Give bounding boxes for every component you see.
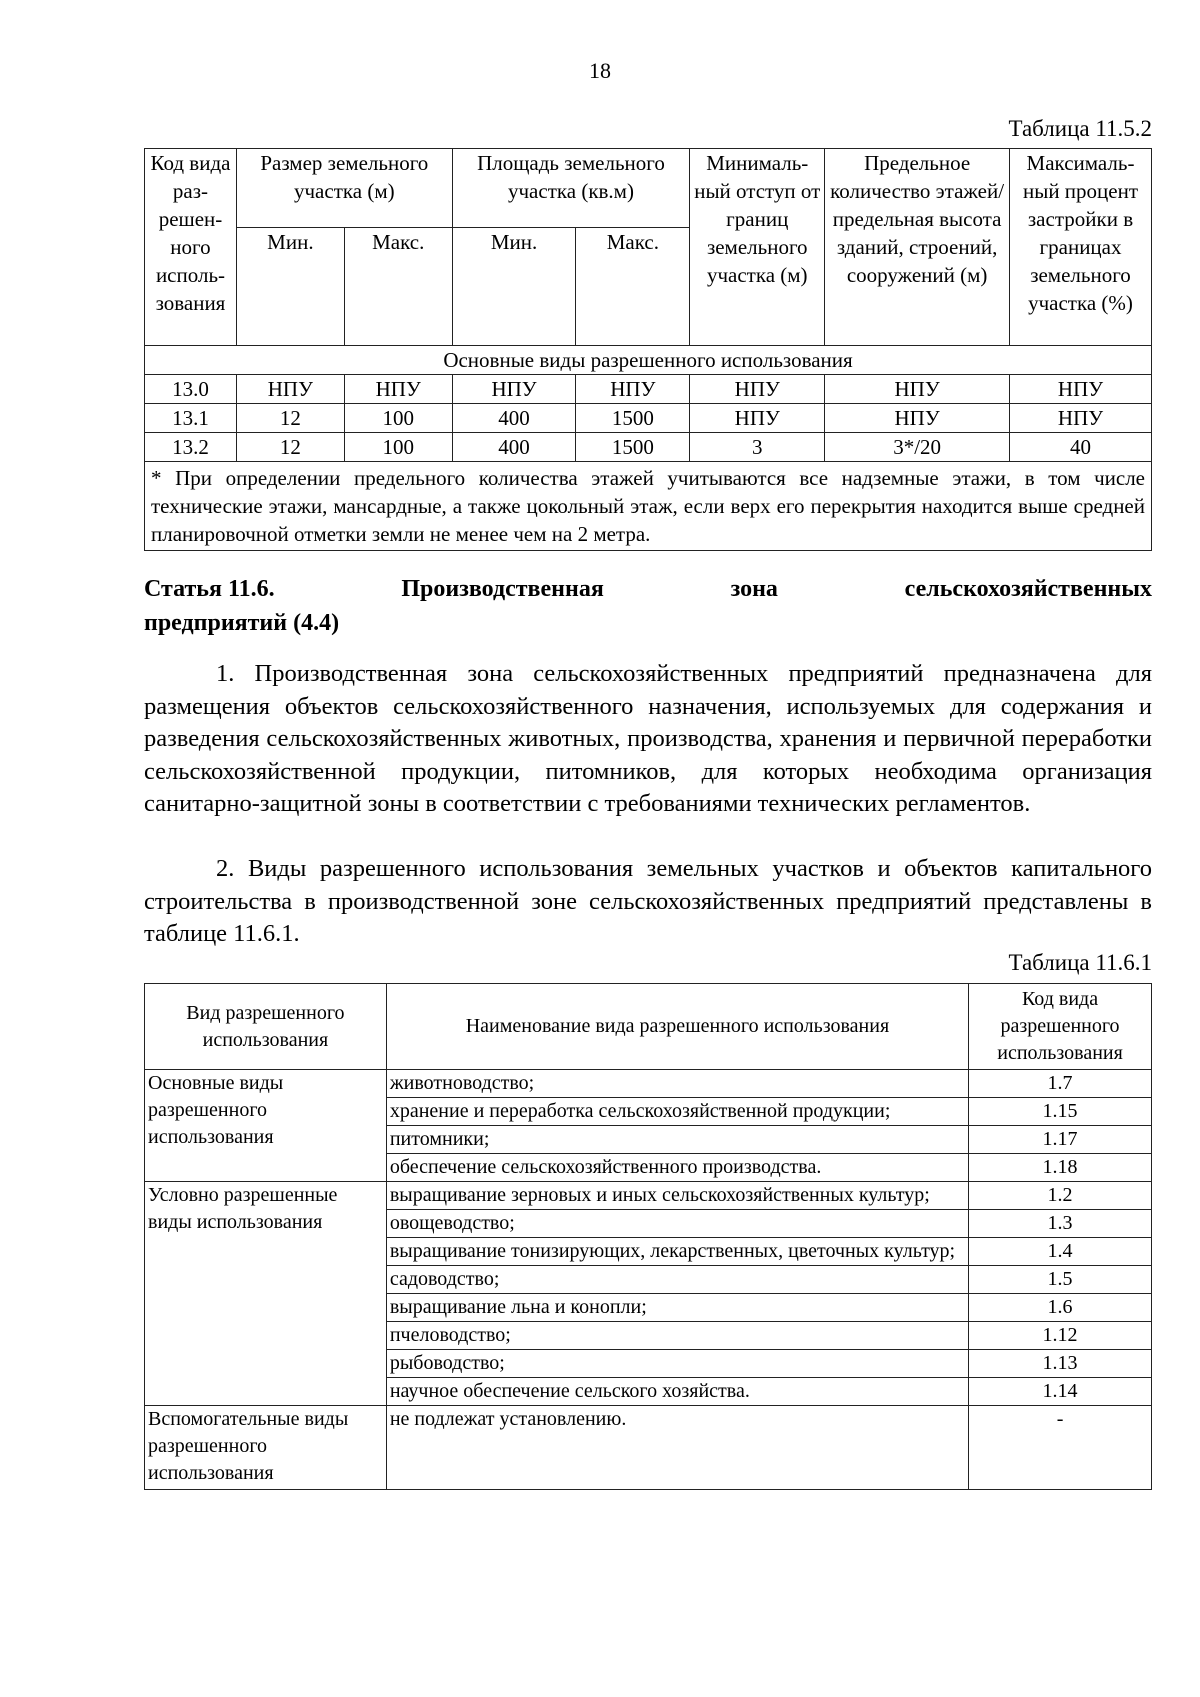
item-name: научное обеспечение сельского хозяйства. [386,1378,968,1406]
item-code: 1.12 [969,1322,1152,1350]
cell: 13.0 [145,375,237,404]
item-name: обеспечение сельскохозяйственного производства. [386,1154,968,1182]
section-title: Основные виды разрешенного использования [145,346,1152,375]
table-11-5-2 [144,148,1152,551]
cell: НПУ [825,404,1010,433]
header-plot-size: Размер земельного участка (м) [236,149,452,228]
header-setback: Минималь- ный отступ от границ земельного участка (м) [690,149,825,346]
item-code: - [969,1406,1152,1490]
item-code: 1.2 [969,1182,1152,1210]
item-code: 1.13 [969,1350,1152,1378]
table-row [145,433,1152,462]
table-row [145,375,1152,404]
header-floors: Предельное количество этажей/ предельная высота зданий, строений, сооружений (м) [825,149,1010,346]
cell: 1500 [576,433,690,462]
item-name: питомники; [386,1126,968,1154]
heading-part: Статья 11.6. [144,576,275,602]
cell: НПУ [690,404,825,433]
cell: 3*/20 [825,433,1010,462]
cell: 13.2 [145,433,237,462]
item-code: 1.15 [969,1098,1152,1126]
cell: 100 [344,404,452,433]
cell: 100 [344,433,452,462]
heading-part: Производственная [401,576,604,602]
table-row [145,1182,1152,1210]
item-code: 1.18 [969,1154,1152,1182]
table2-caption: Таблица 11.6.1 [1008,950,1152,975]
cell: 12 [236,404,344,433]
cell: НПУ [344,375,452,404]
item-code: 1.3 [969,1210,1152,1238]
header-area-max: Макс. [576,228,690,346]
item-code: 1.7 [969,1070,1152,1098]
item-name: хранение и переработка сельскохозяйственной продукции; [386,1098,968,1126]
table-row [145,1070,1152,1098]
item-name: пчеловодство; [386,1322,968,1350]
table1-caption: Таблица 11.5.2 [1008,116,1152,141]
header-size-max: Макс. [344,228,452,346]
header-plot-area: Площадь земельного участка (кв.м) [452,149,690,228]
header-area-min: Мин. [452,228,576,346]
paragraph-2: 2. Виды разрешенного использования земельных участков и объектов капитального строительства в производственной зоне сельскохозяйственных предприятий представлены в таблице 11.6.1. [144,855,1152,947]
table-row [145,1406,1152,1490]
page-number: 18 [589,58,611,83]
group-label: Условно разрешенные виды использования [145,1182,387,1406]
heading-part: сельскохозяйственных [904,576,1152,602]
article-heading [144,572,1152,640]
table-11-6-1 [144,983,1152,1490]
cell: 3 [690,433,825,462]
header-size-min: Мин. [236,228,344,346]
cell: 1500 [576,404,690,433]
cell: НПУ [1010,375,1152,404]
header-coverage: Максималь- ный процент застройки в границах земельного участка (%) [1010,149,1152,346]
item-name: животноводство; [386,1070,968,1098]
item-name: выращивание льна и конопли; [386,1294,968,1322]
cell: 400 [452,433,576,462]
header-code: Код вида раз- решен- ного исполь- зования [145,149,237,346]
item-name: рыбоводство; [386,1350,968,1378]
item-name: овощеводство; [386,1210,968,1238]
header-code: Код вида разрешенного использования [969,984,1152,1070]
header-type: Вид разрешенного использования [145,984,387,1070]
item-code: 1.17 [969,1126,1152,1154]
cell: НПУ [452,375,576,404]
heading-line-2: предприятий (4.4) [144,610,340,636]
cell: 13.1 [145,404,237,433]
group-label: Вспомогательные виды разрешенного использования [145,1406,387,1490]
item-code: 1.4 [969,1238,1152,1266]
item-name: выращивание тонизирующих, лекарственных, цветочных культур; [386,1238,968,1266]
cell: НПУ [1010,404,1152,433]
cell: НПУ [690,375,825,404]
table-footnote: * При определении предельного количества этажей учитываются все надземные этажи, в том числе технические этажи, мансардные, а также цокольный этаж, если верх его перекрытия находится выше средней планировочной отметки земли не менее чем на 2 метра. [145,462,1152,551]
table-row [145,404,1152,433]
item-name: выращивание зерновых и иных сельскохозяйственных культур; [386,1182,968,1210]
cell: 40 [1010,433,1152,462]
group-label: Основные виды разрешенного использования [145,1070,387,1182]
item-code: 1.14 [969,1378,1152,1406]
item-name: не подлежат установлению. [386,1406,968,1490]
heading-part: зона [730,576,778,602]
cell: 400 [452,404,576,433]
item-name: садоводство; [386,1266,968,1294]
cell: НПУ [236,375,344,404]
header-name: Наименование вида разрешенного использования [386,984,968,1070]
item-code: 1.5 [969,1266,1152,1294]
cell: НПУ [576,375,690,404]
paragraph-1: 1. Производственная зона сельскохозяйственных предприятий предназначена для размещения объектов сельскохозяйственного назначения, используемых для содержания и разведения сельскохозяйственных животных, производства, хранения и первичной переработки сельскохозяйственной продукции, питомников, для которых необходима организация санитарно-защитной зоны в соответствии с требованиями технических регламентов. [144,660,1152,817]
item-code: 1.6 [969,1294,1152,1322]
cell: НПУ [825,375,1010,404]
cell: 12 [236,433,344,462]
